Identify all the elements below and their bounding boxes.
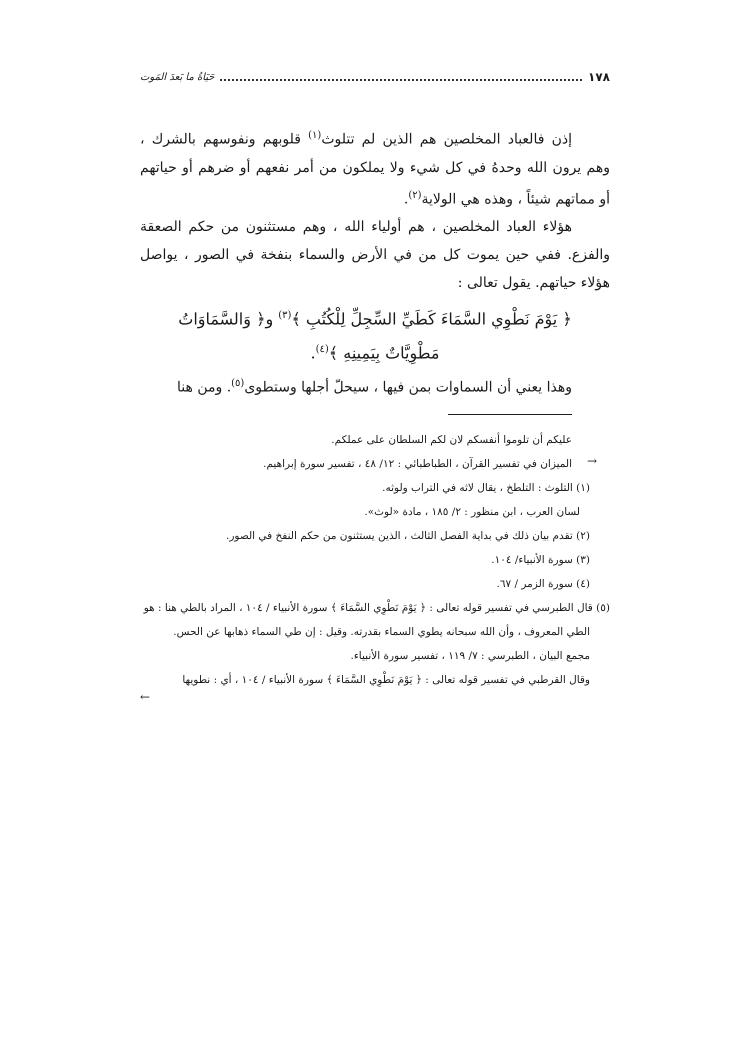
- footnote-5-line-2: الطي المعروف ، وأن الله سبحانه يطوي السماء بقدرته. وقيل : إن طي السماء ذهابها عن الحس.: [173, 625, 590, 638]
- footnote-ref-1[interactable]: (١): [308, 130, 322, 141]
- footnote-4: (٤) سورة الزمر / ٦٧.: [496, 577, 590, 590]
- main-text: [140, 122, 610, 402]
- footnote-continued-1: عليكم أن تلوموا أنفسكم لان لكم السلطان على عملكم.: [331, 433, 572, 446]
- footnote-5: (٥) قال الطبرسي في تفسير قوله تعالى : ﴿ يَوْمَ نَطْوِي السَّمَاءَ ﴾ سورة الأنبياء / ١٠٤ ، المراد بالطي هنا : هو: [143, 601, 610, 614]
- header-dotted-leader: [220, 79, 582, 81]
- book-page: [140, 66, 610, 702]
- footnote-ref-2[interactable]: (٢): [408, 189, 422, 201]
- footnote-3: (٣) سورة الأنبياء/ ١٠٤.: [491, 553, 590, 566]
- quran-line-1: ﴿ يَوْمَ نَطْوِي السَّمَاءَ كَطَيِّ السِّجِلِّ لِلْكُتُبِ ﴾$^{(٣)}$ و﴿ وَالسَّمَاوَاتُ: [178, 309, 572, 329]
- footnotes: [140, 428, 610, 702]
- footnote-continue-arrow-icon: →: [586, 454, 598, 468]
- footnote-continued-source: الميزان في تفسير القرآن ، الطباطبائي : ١٢/ ٤٨ ، تفسير سورة إبراهيم.: [263, 457, 572, 470]
- footnote-2: (٢) تقدم بيان ذلك في بداية الفصل الثالث ، الذين يستثنون من حكم النفخ في الصور.: [226, 529, 590, 542]
- continue-arrow-icon: ←: [140, 689, 151, 704]
- footnote-1: (١) التلوث : التلطخ ، يقال لاثه في التراب ولوثه.: [382, 481, 590, 494]
- running-title: حَيَاةُ ما بَعدَ المَوت: [140, 71, 215, 83]
- footnote-ref-3[interactable]: (٣): [278, 310, 292, 322]
- footnote-ref-5[interactable]: (٥): [231, 377, 245, 389]
- footnote-ref-4[interactable]: (٤): [315, 343, 329, 355]
- paragraph-3: وهذا يعني أن السماوات بمن فيها ، سيحلّ أجلها وستطوى$^{(٥)}$. ومن هنا: [177, 377, 572, 396]
- footnote-separator: [140, 408, 610, 428]
- page-number: ١٧٨: [588, 70, 610, 84]
- footnote-5-source: مجمع البيان ، الطبرسي : ٧/ ١١٩ ، تفسير سورة الأنبياء.: [350, 649, 590, 662]
- footnote-rule: [448, 414, 572, 415]
- footnote-5-continued: وقال القرطبي في تفسير قوله تعالى : ﴿ يَوْمَ نَطْوِي السَّمَاءَ ﴾ سورة الأنبياء / ١٠٤ ، أي : نطويها: [182, 673, 590, 686]
- quran-line-2: مَطْوِيَّاتٌ بِيَمِينِهِ ﴾$^{(٤)}$.: [310, 342, 440, 362]
- paragraph-2: هؤلاء العباد المخلصين ، هم أولياء الله ، وهم مستثنون من حكم الصعقة والفزع. ففي حين يموت كل من في الأرض والسماء بنفخة في الصور ، يواصل هؤلاء حياتهم. يقول تعالى :: [140, 219, 610, 292]
- page-header: [140, 66, 610, 88]
- footnote-1-source: لسان العرب ، ابن منظور : ٢/ ١٨٥ ، مادة «لوث».: [364, 505, 580, 518]
- paragraph-1: إذن فالعباد المخلصين هم الذين لم تتلوث$^{(١)}$ قلوبهم ونفوسهم بالشرك ، وهم يرون الله وحدهُ في كل شيء ولا يملكون من أمر نفعهم أو ضرهم أو حياتهم أو مماتهم شيئاً ، وهذه هي الولاية$^{(٢)}$.: [140, 130, 610, 208]
- quran-verse: [140, 301, 610, 368]
